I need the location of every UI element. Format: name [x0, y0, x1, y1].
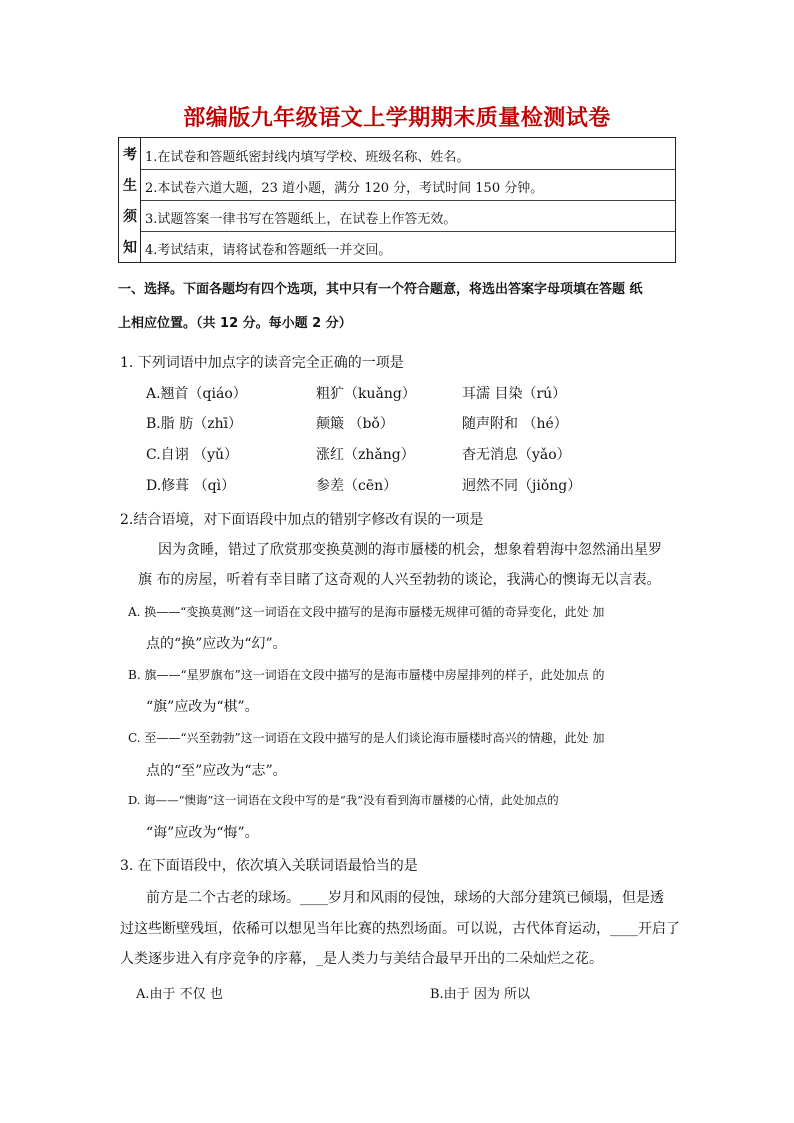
question-3-stem: 3. 在下面语段中，依次填入关联词语最恰当的是 [120, 858, 418, 874]
notice-box [118, 137, 676, 263]
q1-option-b-1: B.脂 肪（zhī） [146, 416, 243, 432]
notice-item: 3.试题答案一律书写在答题纸上，在试卷上作答无效。 [145, 212, 457, 227]
q3-passage-cont: 人类逐步进入有序竞争的序幕，_是人类力与美结合最早开出的二朵灿烂之花。 [120, 951, 603, 967]
q1-option-d-1: D.修葺 （qì） [146, 478, 236, 494]
notice-item: 1.在试卷和答题纸密封线内填写学校、班级名称、姓名。 [145, 150, 470, 165]
q2-option-b: B. 旗——“星罗旗布”这一词语在文段中描写的是海市蜃楼中房屋排列的样子，此处加点 的 [128, 668, 605, 682]
q3-passage: 前方是二个古老的球场。____岁月和风雨的侵蚀，球场的大部分建筑已倾塌，但是透 [146, 890, 664, 906]
notice-side-char: 生 [123, 178, 137, 194]
notice-divider [141, 200, 675, 201]
notice-item: 4.考试结束，请将试卷和答题纸一并交回。 [145, 243, 392, 258]
q3-option-a: A.由于 不仅 也 [136, 987, 223, 1002]
q2-passage-cont: 旗 布的房屋，听着有幸目睹了这奇观的人兴至勃勃的谈论，我满心的懊诲无以言表。 [138, 572, 661, 588]
notice-side-char: 须 [123, 209, 137, 225]
notice-divider [141, 169, 675, 170]
section-heading-cont: 上相应位置。（共 12 分。每小题 2 分） [118, 316, 352, 331]
q1-option-c-3: 杳无消息（yǎo） [462, 447, 571, 463]
notice-side-char: 考 [123, 147, 137, 163]
notice-divider [141, 231, 675, 232]
q1-option-b-2: 颠簸 （bǒ） [316, 416, 394, 432]
q1-option-d-3: 迥然不同（jiǒng） [462, 478, 582, 494]
q3-passage-cont: 过这些断壁残垣，依稀可以想见当年比赛的热烈场面。可以说，古代体育运动，____开启了 [120, 921, 680, 937]
question-2-stem: 2.结合语境，对下面语段中加点的错别字修改有误的一项是 [120, 512, 484, 528]
question-1-stem: 1. 下列词语中加点字的读音完全正确的一项是 [120, 355, 404, 371]
q1-option-a-3: 耳濡 目染（rú） [462, 386, 567, 402]
page-title: 部编版九年级语文上学期期末质量检测试卷 [183, 106, 611, 131]
q1-option-b-3: 随声附和 （hé） [462, 416, 568, 432]
q2-option-a: A. 换——“变换莫测”这一词语在文段中描写的是海市蜃楼无规律可循的奇异变化，此处 加 [128, 605, 605, 619]
q2-option-d: D. 诲——“懊诲”这一词语在文段中写的是“我”没有看到海市蜃楼的心情，此处加点的 [128, 793, 559, 807]
q1-option-a-1: A.翘首（qiáo） [146, 386, 247, 402]
q1-option-a-2: 粗犷（kuǎng） [316, 386, 416, 402]
q1-option-c-2: 涨红（zhǎng） [316, 447, 415, 463]
q2-option-b-cont: “旗”应改为“棋”。 [146, 699, 259, 715]
notice-item: 2.本试卷六道大题，23 道小题，满分 120 分，考试时间 150 分钟。 [145, 181, 544, 196]
notice-side-char: 知 [123, 240, 137, 256]
q1-option-d-2: 参差（cēn） [316, 478, 398, 494]
q1-option-c-1: C.自诩 （yǔ） [146, 447, 239, 463]
notice-side-label [119, 138, 141, 262]
q2-option-d-cont: “诲”应改为“悔”。 [146, 825, 259, 841]
section-heading: 一、选择。下面各题均有四个选项，其中只有一个符合题意，将选出答案字母项填在答题 纸 [118, 282, 643, 297]
q2-option-c: C. 至——“兴至勃勃”这一词语在文段中描写的是人们谈论海市蜃楼时高兴的情趣，此处 加 [128, 731, 605, 745]
q2-option-a-cont: 点的“换”应改为“幻”。 [146, 636, 287, 652]
q3-option-b: B.由于 因为 所以 [430, 987, 530, 1002]
q2-option-c-cont: 点的“至”应改为“志”。 [146, 763, 287, 779]
q2-passage: 因为贪睡，错过了欣赏那变换莫测的海市蜃楼的机会，想象着碧海中忽然涌出星罗 [158, 542, 662, 558]
